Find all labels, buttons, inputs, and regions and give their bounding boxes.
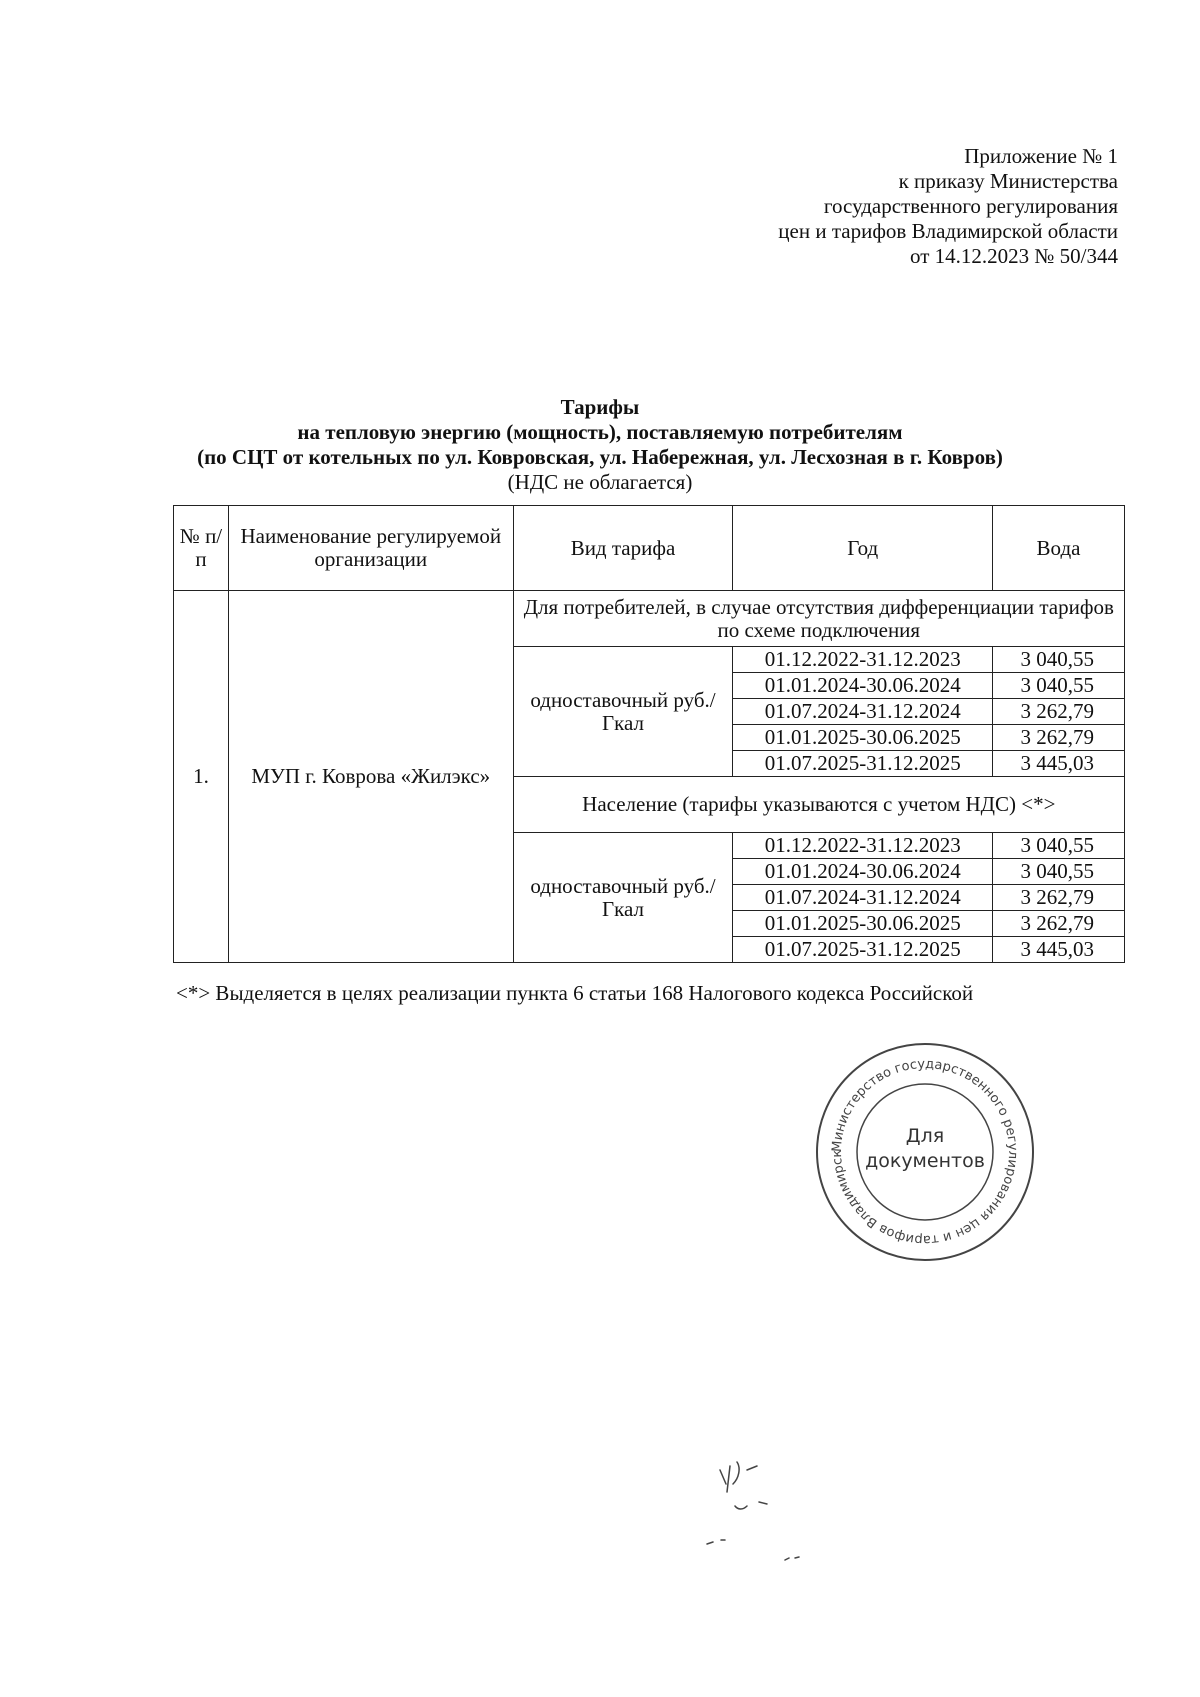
group-title: Население (тарифы указываются с учетом НДС) <*> bbox=[513, 777, 1124, 833]
value-cell: 3 262,79 bbox=[993, 885, 1125, 911]
value-cell: 3 445,03 bbox=[993, 751, 1125, 777]
value-cell: 3 040,55 bbox=[993, 859, 1125, 885]
value-cell: 3 262,79 bbox=[993, 911, 1125, 937]
table-row bbox=[174, 591, 1125, 647]
period-cell: 01.07.2025-31.12.2025 bbox=[733, 751, 993, 777]
title-line: на тепловую энергию (мощность), поставляемую потребителям bbox=[297, 420, 903, 444]
period-cell: 01.07.2024-31.12.2024 bbox=[733, 699, 993, 725]
group-title: Для потребителей, в случае отсутствия дифференциации тарифов по схеме подключения bbox=[513, 591, 1124, 647]
signature-icon bbox=[700, 1440, 830, 1580]
header-org: Наименование регулируемой организации bbox=[228, 506, 513, 591]
appendix-line: от 14.12.2023 № 50/344 bbox=[909, 244, 1118, 268]
row-number: 1. bbox=[174, 591, 229, 963]
period-cell: 01.12.2022-31.12.2023 bbox=[733, 647, 993, 673]
header-water: Вода bbox=[993, 506, 1125, 591]
stamp-center-line: документов bbox=[865, 1150, 985, 1172]
org-name: МУП г. Коврова «Жилэкс» bbox=[228, 591, 513, 963]
header-year: Год bbox=[733, 506, 993, 591]
value-cell: 3 445,03 bbox=[993, 937, 1125, 963]
period-cell: 01.01.2024-30.06.2024 bbox=[733, 673, 993, 699]
appendix-line: цен и тарифов Владимирской области bbox=[778, 219, 1118, 243]
stamp-center-text bbox=[813, 1124, 1037, 1174]
title-line: Тарифы bbox=[560, 395, 640, 419]
value-cell: 3 040,55 bbox=[993, 647, 1125, 673]
footnote: <*> Выделяется в целях реализации пункта 6 статьи 168 Налогового кодекса Российской bbox=[176, 981, 974, 1005]
value-cell: 3 040,55 bbox=[993, 673, 1125, 699]
header-tariff-type: Вид тарифа bbox=[513, 506, 733, 591]
document-title bbox=[0, 395, 1200, 495]
table-header-row bbox=[174, 506, 1125, 591]
title-note: (НДС не облагается) bbox=[507, 470, 693, 494]
appendix-header bbox=[778, 144, 1118, 269]
value-cell: 3 262,79 bbox=[993, 725, 1125, 751]
period-cell: 01.01.2025-30.06.2025 bbox=[733, 725, 993, 751]
value-cell: 3 040,55 bbox=[993, 833, 1125, 859]
period-cell: 01.07.2024-31.12.2024 bbox=[733, 885, 993, 911]
official-stamp bbox=[813, 1040, 1037, 1264]
period-cell: 01.01.2025-30.06.2025 bbox=[733, 911, 993, 937]
stamp-center-line: Для bbox=[905, 1125, 945, 1147]
stamp-ring-text: Министерство государственного регулирования цен и тарифов Владимирск bbox=[829, 1056, 1021, 1248]
period-cell: 01.01.2024-30.06.2024 bbox=[733, 859, 993, 885]
tariff-type: одноставочный руб./Гкал bbox=[513, 833, 733, 963]
period-cell: 01.07.2025-31.12.2025 bbox=[733, 937, 993, 963]
title-line: (по СЦТ от котельных по ул. Ковровская, ул. Набережная, ул. Лесхозная в г. Ковров) bbox=[197, 445, 1003, 469]
tariff-table bbox=[173, 505, 1125, 963]
tariff-type: одноставочный руб./Гкал bbox=[513, 647, 733, 777]
appendix-line: государственного регулирования bbox=[823, 194, 1118, 218]
value-cell: 3 262,79 bbox=[993, 699, 1125, 725]
appendix-line: к приказу Министерства bbox=[898, 169, 1118, 193]
appendix-line: Приложение № 1 bbox=[964, 144, 1118, 168]
period-cell: 01.12.2022-31.12.2023 bbox=[733, 833, 993, 859]
header-num: № п/п bbox=[174, 506, 229, 591]
